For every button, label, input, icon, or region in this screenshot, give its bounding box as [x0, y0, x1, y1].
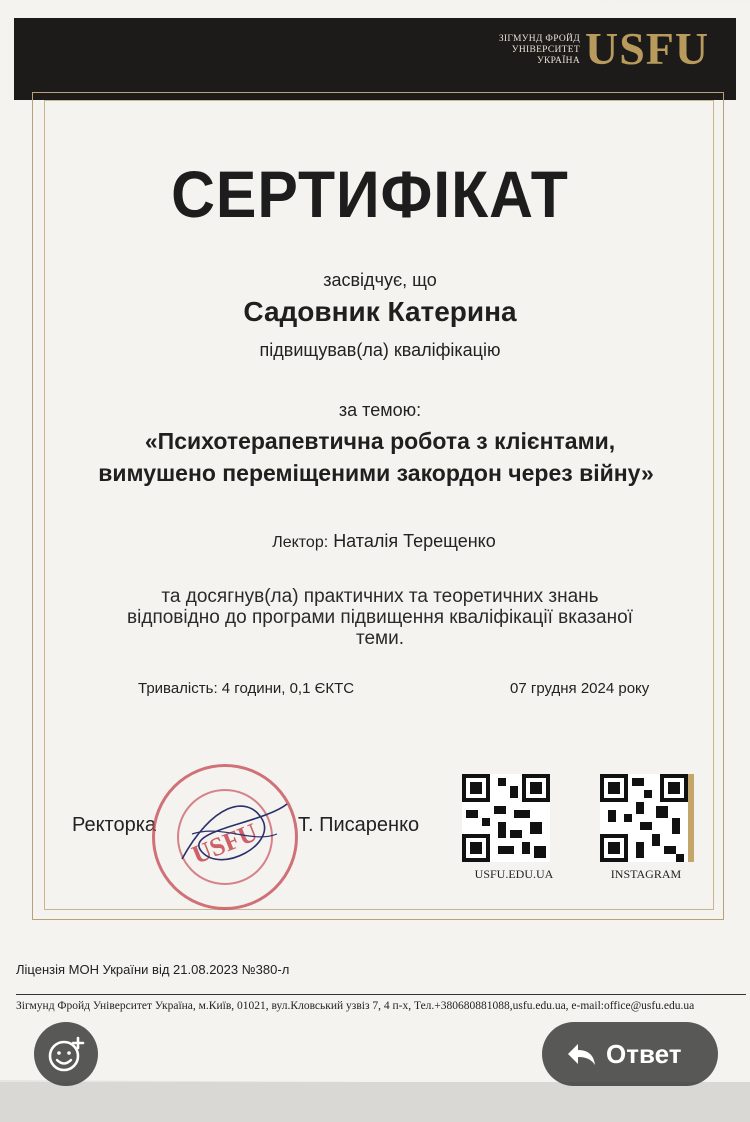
qr-caption-website: USFU.EDU.UA	[474, 867, 554, 881]
license-text: Ліцензія МОН України від 21.08.2023 №380-л	[16, 962, 290, 977]
topic-label: за темою:	[338, 400, 422, 420]
qr-code-website-pattern	[462, 774, 550, 862]
university-seal	[152, 764, 298, 910]
bottom-bar	[0, 1082, 750, 1122]
university-name	[468, 34, 580, 67]
lecturer-label: Лектор:	[272, 534, 329, 551]
signer-name: Т. Писаренко	[298, 814, 420, 836]
recipient-name: Садовник Катерина	[243, 296, 517, 327]
university-name-line-3: УКРАЇНА	[537, 56, 580, 66]
reply-button[interactable]	[542, 1022, 718, 1086]
seal-logo: USFU	[187, 817, 262, 870]
signer-title: Ректорка	[72, 814, 157, 836]
topic-line-1: «Психотерапевтична робота з клієнтами,	[144, 428, 616, 454]
university-name-line-1: ЗІГМУНД ФРОЙД	[498, 34, 580, 44]
emoji-add-icon	[34, 1022, 98, 1086]
footer-divider	[16, 994, 746, 995]
achievement-line-1: та досягнув(ла) практичних та теоретичних знань	[161, 586, 599, 607]
achievement-line-3: теми.	[355, 628, 404, 649]
signature-mark	[152, 764, 298, 910]
usfu-logo: USFU	[585, 23, 710, 74]
certifies-text: засвідчує, що	[323, 270, 437, 290]
topic-line-2: вимушено переміщеними закордон через війну»	[98, 460, 654, 486]
certificate-title: СЕРТИФІКАТ	[171, 157, 569, 231]
lecturer-name: Наталія Терещенко	[333, 531, 496, 551]
footer-address: Зігмунд Фройд Університет Україна, м.Київ, 01021, вул.Кловський узвіз 7, 4 п-х, Тел.+380680881088,usfu.edu.ua, e-mail:office@usfu.edu.ua	[16, 1000, 695, 1012]
lecturer	[4, 531, 750, 552]
qr-caption-instagram: INSTAGRAM	[610, 867, 682, 881]
add-reaction-button[interactable]	[34, 1022, 98, 1086]
reply-arrow-icon	[562, 1034, 602, 1074]
achievement-line-2: відповідно до програми підвищення кваліфікації вказаної	[127, 607, 633, 628]
qr-code-website	[462, 774, 550, 862]
duration-text: Тривалість: 4 години, 0,1 ЄКТС	[138, 680, 355, 697]
qr-code-instagram-pattern	[600, 774, 688, 862]
qr-code-instagram	[600, 774, 694, 862]
qualification-text: підвищував(ла) кваліфікацію	[259, 340, 501, 360]
reply-label: Ответ	[606, 1039, 682, 1069]
issue-date: 07 грудня 2024 року	[510, 680, 650, 697]
university-name-line-2: УНІВЕРСИТЕТ	[511, 45, 580, 55]
